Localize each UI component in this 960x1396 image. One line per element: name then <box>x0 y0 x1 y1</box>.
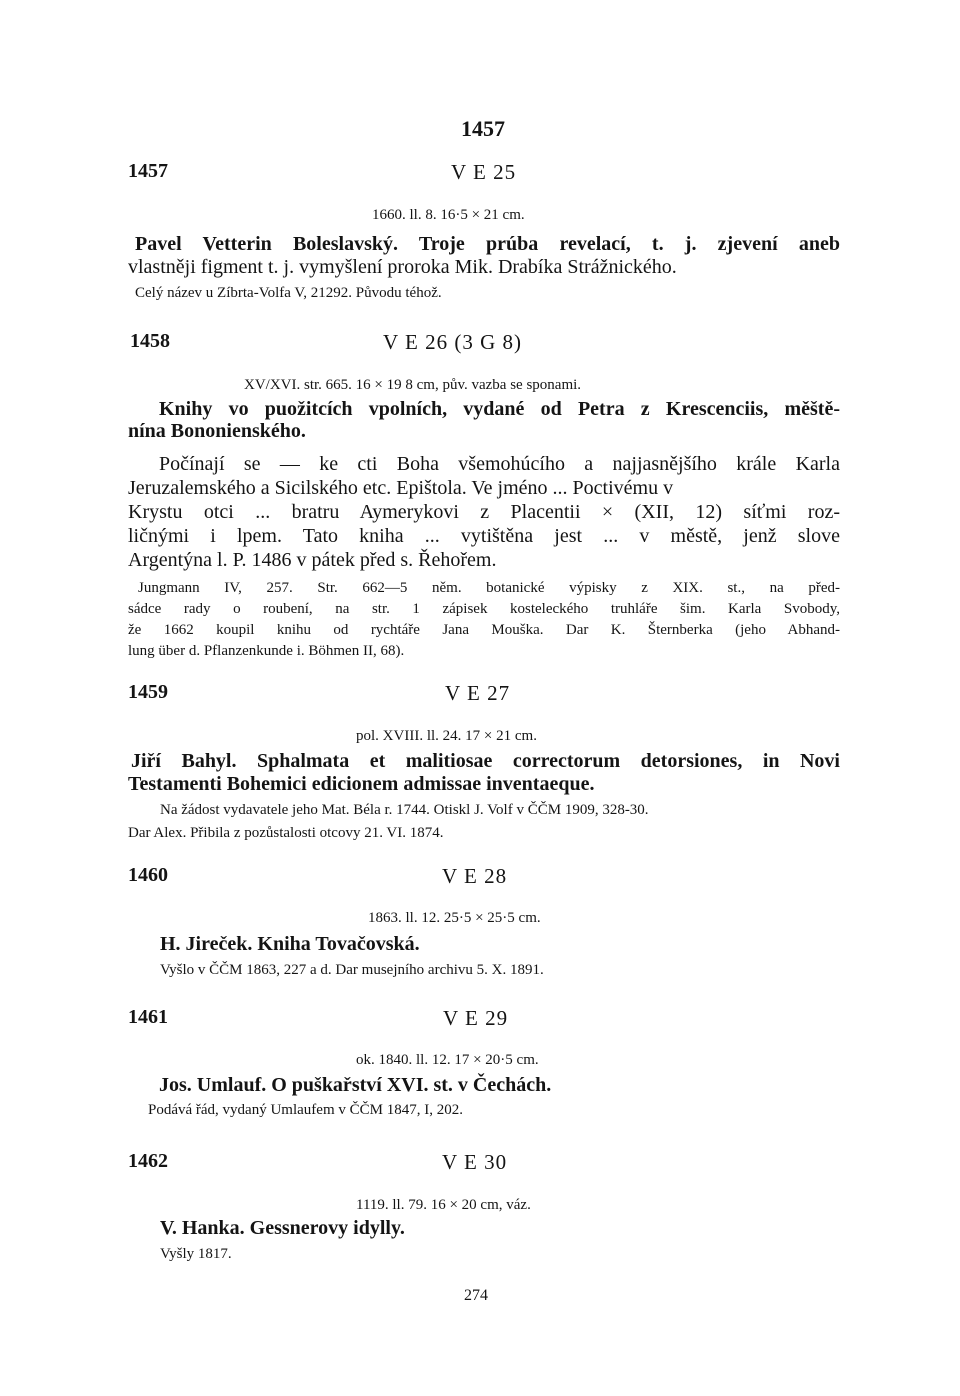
entry-body <box>128 933 840 979</box>
entry-signature: V E 29 <box>443 1006 509 1030</box>
entry-title-line: V. Hanka. Gessnerovy idylly. <box>160 1217 405 1239</box>
entry-title-line: Jos. Umlauf. O puškařství XVI. st. v Čechách. <box>159 1074 552 1096</box>
entry-physical-description: pol. XVIII. ll. 24. 17 × 21 cm. <box>356 728 537 744</box>
entry-note-line: sádce rady o roubení, na str. 1 zápisek kosteleckého truhláře šim. Karla Svobody, <box>128 601 840 617</box>
entry-physical-description: 1863. ll. 12. 25·5 × 25·5 cm. <box>368 910 541 926</box>
entry-body <box>128 1217 840 1263</box>
entry-note-line: Celý název u Zíbrta-Volfa V, 21292. Původu téhož. <box>135 285 442 301</box>
entry-note-line: Vyšlo v ČČM 1863, 227 a d. Dar musejního archivu 5. X. 1891. <box>160 962 544 978</box>
entry-title-line: Pavel Vetterin Boleslavský. Troje prúba revelací, t. j. zjevení aneb <box>135 233 840 255</box>
entry-text-line: ličnými i lpem. Tato kniha ... vytištěna jest ... v městě, jenž slove <box>128 525 840 547</box>
entry-number: 1458 <box>130 330 170 352</box>
entry-note-line: lung über d. Pflanzenkunde i. Böhmen II, 68). <box>128 643 405 659</box>
entry-note-line: Jungmann IV, 257. Str. 662—5 něm. botanické výpisky z XIX. st., na před- <box>138 580 840 596</box>
entry-text-line: Jeruzalemského a Sicilského etc. Epištola. Ve jméno ... Poctivému v <box>128 477 674 499</box>
page-header: 1457 <box>461 116 505 141</box>
entry-body <box>128 750 840 842</box>
entry-note-line: Podává řád, vydaný Umlaufem v ČČM 1847, I, 202. <box>148 1102 463 1118</box>
entry-title-line: Jiří Bahyl. Sphalmata et malitiosae correctorum detorsiones, in Novi <box>131 750 840 772</box>
entry-number: 1461 <box>128 1006 168 1028</box>
entry-number: 1457 <box>128 160 168 182</box>
entry-physical-description: 1119. ll. 79. 16 × 20 cm, váz. <box>356 1197 531 1213</box>
entry-signature: V E 30 <box>442 1150 508 1174</box>
entry-text-line: Argentýna l. P. 1486 v pátek před s. Řehořem. <box>128 549 497 571</box>
entry-note-line: Dar Alex. Přibila z pozůstalosti otcovy 21. VI. 1874. <box>128 825 444 841</box>
entry-physical-description: XV/XVI. str. 665. 16 × 19 8 cm, pův. vazba se sponami. <box>244 377 582 393</box>
entry-number: 1459 <box>128 681 168 703</box>
entry-body <box>128 398 840 660</box>
entry-number: 1462 <box>128 1150 168 1172</box>
entry-note-line: že 1662 koupil knihu od rychtáře Jana Mouška. Dar K. Šternberka (jeho Abhand- <box>128 622 840 638</box>
page-number: 274 <box>464 1287 488 1304</box>
entry-physical-description: ok. 1840. ll. 12. 17 × 20·5 cm. <box>356 1052 539 1068</box>
entry-title-line: H. Jireček. Kniha Tovačovská. <box>160 933 420 955</box>
entry-signature: V E 27 <box>445 681 511 705</box>
entry-note-line: Vyšly 1817. <box>160 1246 232 1262</box>
entry-signature: V E 25 <box>451 160 517 184</box>
entry-signature: V E 28 <box>442 864 508 888</box>
entry-physical-description: 1660. ll. 8. 16·5 × 21 cm. <box>372 207 525 223</box>
entry-title-line: nína Bononienského. <box>128 420 306 442</box>
entry-text-line: Krystu otci ... bratru Aymerykovi z Placentii × (XII, 12) síťmi roz- <box>128 501 840 523</box>
entry-note-line: Na žádost vydavatele jeho Mat. Béla r. 1744. Otiskl J. Volf v ČČM 1909, 328-30. <box>160 802 649 818</box>
entry-title-line: Testamenti Bohemici edicionem admissae inventaeque. <box>128 773 595 795</box>
entry-signature: V E 26 (3 G 8) <box>383 330 523 354</box>
entry-body <box>128 233 840 302</box>
entry-text-line: Počínají se — ke cti Boha všemohúcího a najjasnějšího krále Karla <box>159 453 840 475</box>
entry-title-line: vlastněji figment t. j. vymyšlení proroka Mik. Drabíka Strážnického. <box>128 256 677 278</box>
entry-title-line: Knihy vo puožitcích vpolních, vydané od Petra z Krescenciis, měště- <box>159 398 840 420</box>
entry-number: 1460 <box>128 864 168 886</box>
entry-body <box>128 1074 840 1119</box>
